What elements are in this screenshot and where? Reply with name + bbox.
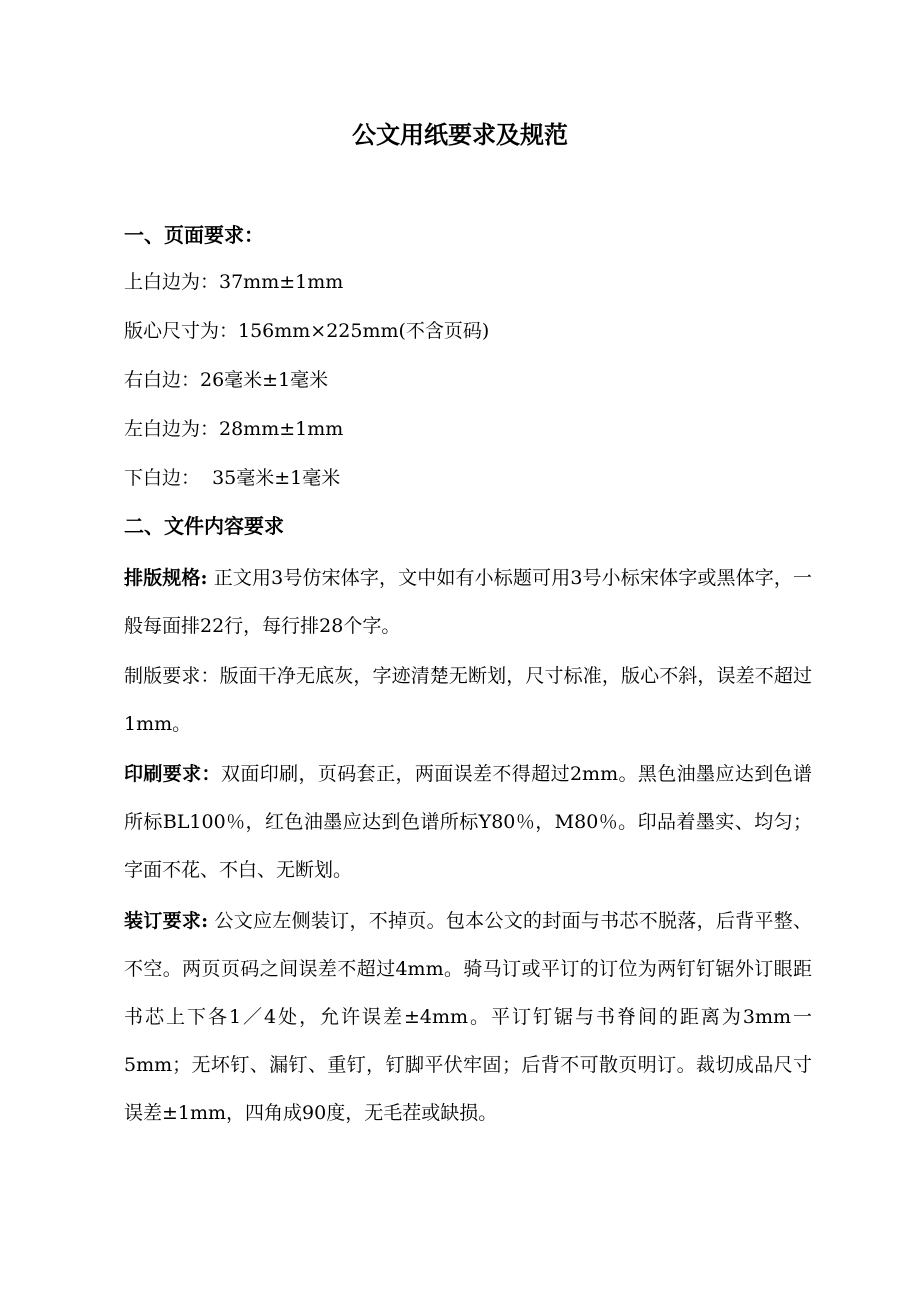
spec-line-bottom-margin: 下白边： 35毫米±1毫米 [124,467,341,489]
paragraph-printing [124,750,812,894]
section-heading-content-requirements: 二、文件内容要求 [124,514,284,538]
paragraph-binding [124,897,812,1137]
spec-line-top-margin: 上白边为：37mm±1mm [124,271,344,293]
paragraph-typesetting [124,554,812,650]
section-heading-page-requirements: 一、页面要求： [124,223,264,247]
document-title: 公文用纸要求及规范 [352,120,568,149]
spec-line-right-margin: 右白边：26毫米±1毫米 [124,369,329,391]
paragraph-lead: 印刷要求： [124,763,221,785]
paragraph-text: 公文应左侧装订，不掉页。包本公文的封面与书芯不脱落，后背平整、不空。两页页码之间误差不超过4mm。骑马订或平订的订位为两钉钉锯外订眼距书芯上下各1／4处，允许误差±4mm。平订钉锯与书脊间的距离为3mm一5mm；无坏钉、漏钉、重钉，钉脚平伏牢固；后背不可散页明订。裁切成品尺寸误差±1mm，四角成90度，无毛茬或缺损。 [124,910,812,1124]
paragraph-text: 正文用3号仿宋体字，文中如有小标题可用3号小标宋体字或黑体字，一般每面排22行，每行排28个字。 [124,567,813,637]
paragraph-text: 双面印刷，页码套正，两面误差不得超过2mm。黑色油墨应达到色谱所标BL100％，红色油墨应达到色谱所标Y80％，M80％。印品着墨实、均匀；字面不花、不白、无断划。 [124,763,812,881]
spec-line-type-area: 版心尺寸为：156mm×225mm(不含页码) [124,320,490,342]
paragraph-plate-making [124,652,812,748]
spec-line-left-margin: 左白边为：28mm±1mm [124,418,344,440]
paragraph-text: 制版要求：版面干净无底灰，字迹清楚无断划，尺寸标准，版心不斜，误差不超过1mm。 [124,665,812,735]
paragraph-lead: 排版规格: [124,567,208,589]
paragraph-lead: 装订要求: [124,910,209,932]
